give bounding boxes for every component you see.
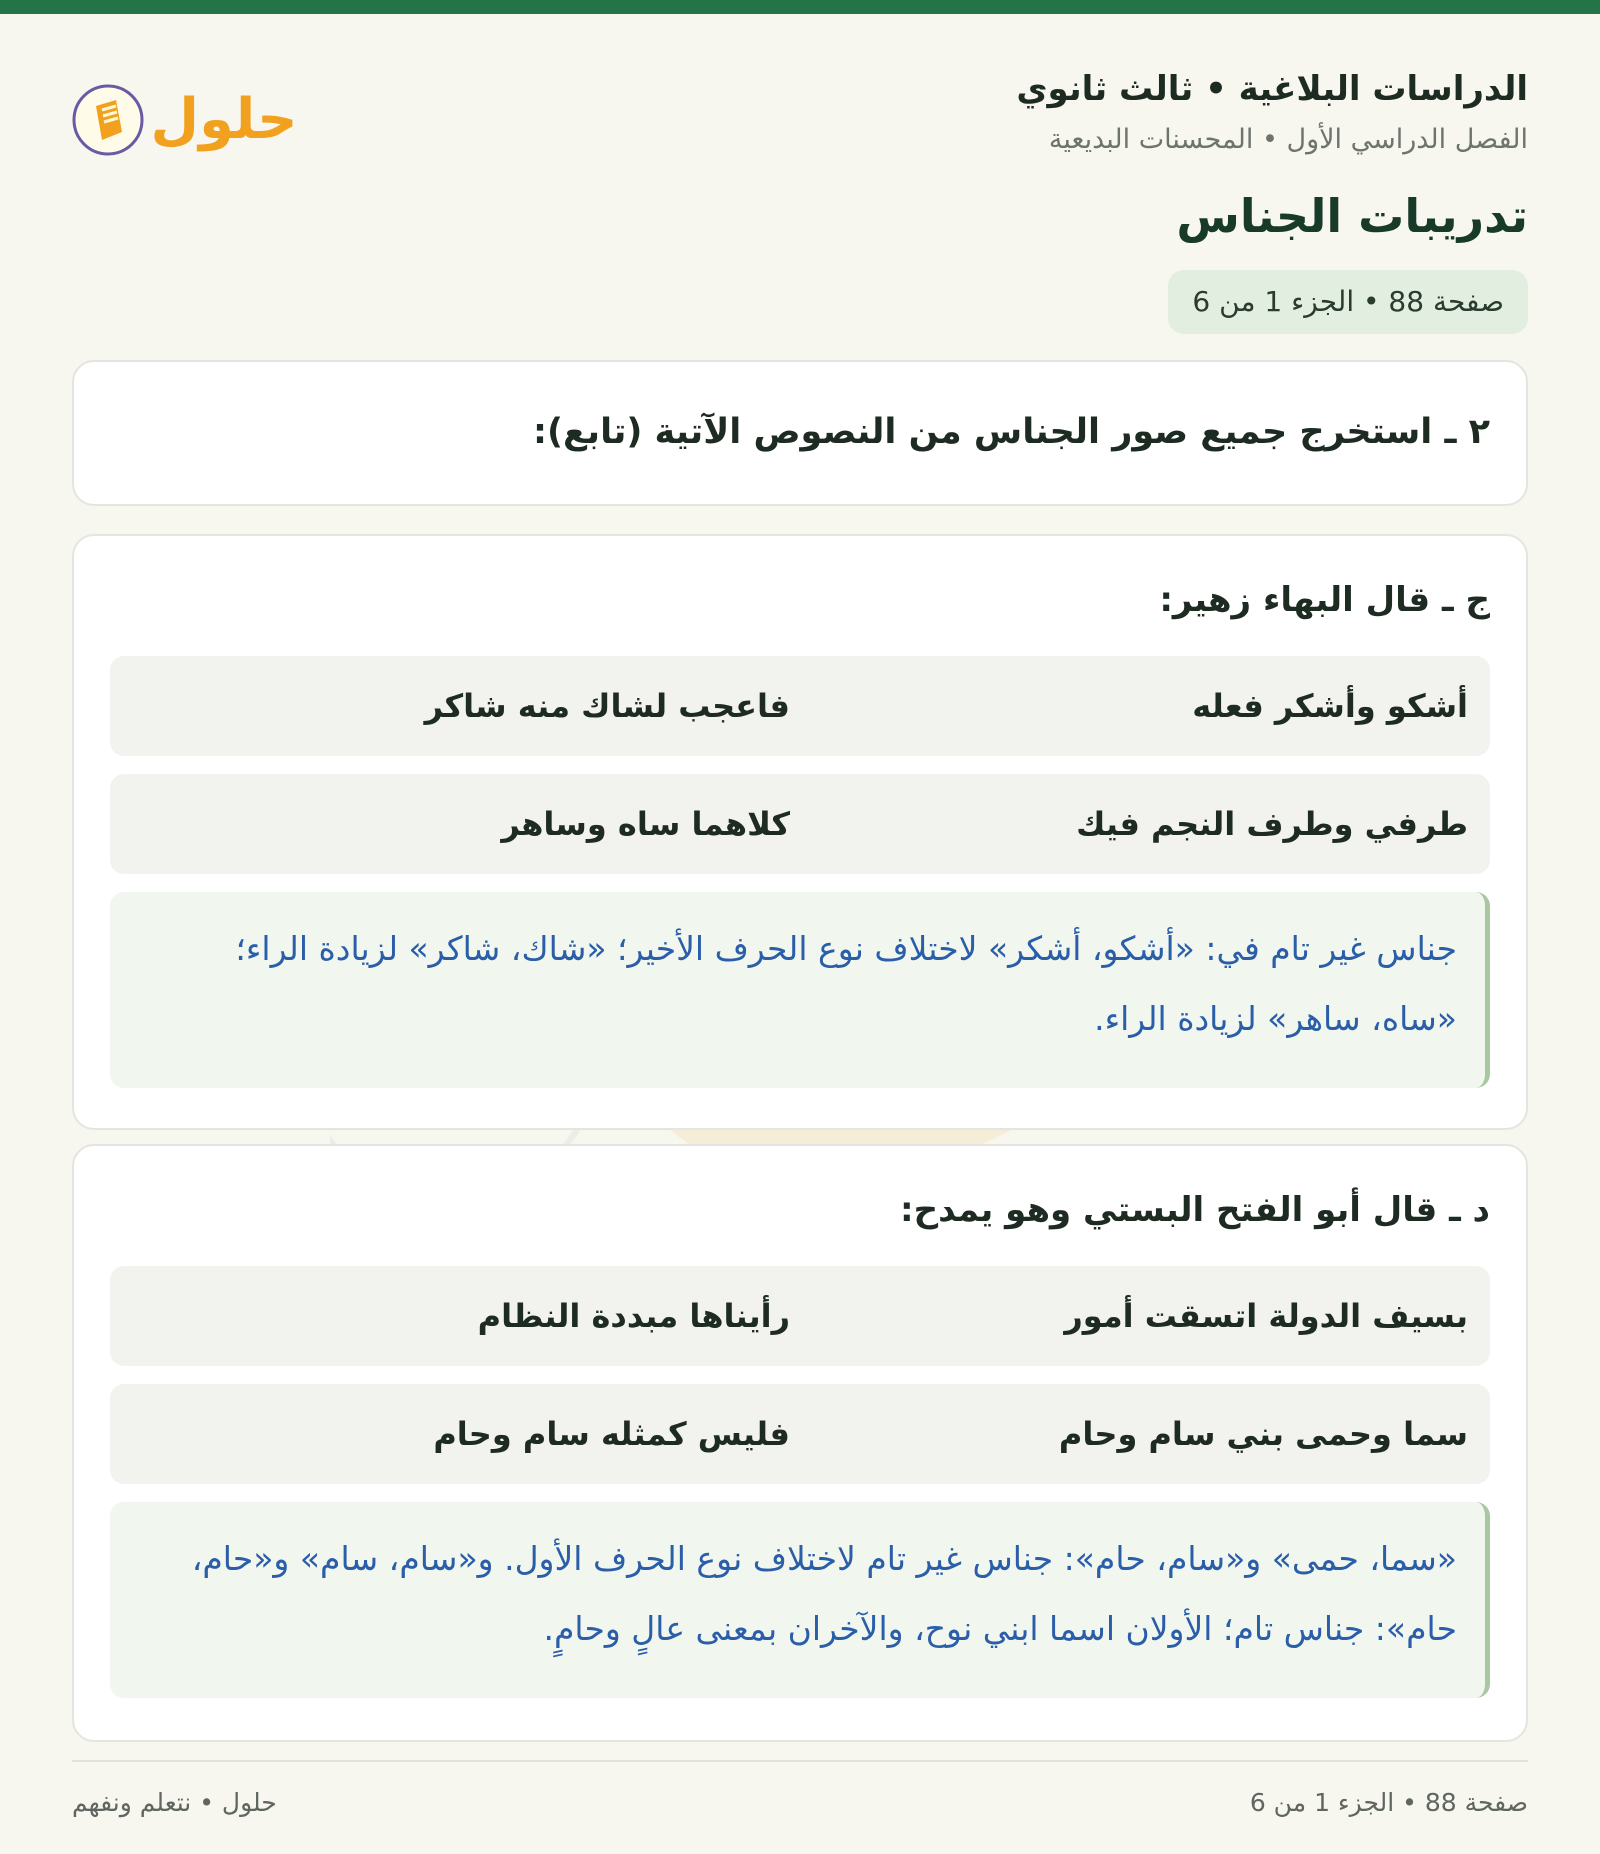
verse-second-hemistich: فاعجب لشاك منه شاكر <box>424 687 790 725</box>
book-icon <box>74 86 142 154</box>
verse-first-hemistich: أشكو وأشكر فعله <box>1192 687 1468 725</box>
verse-row <box>110 1384 1490 1484</box>
poem-title: د ـ قال أبو الفتح البستي وهو يمدح: <box>900 1190 1490 1230</box>
verse-second-hemistich: كلاهما ساه وساهر <box>501 805 790 843</box>
poem-card-c <box>72 534 1528 1130</box>
question-card <box>72 360 1528 506</box>
poem-title: ج ـ قال البهاء زهير: <box>1159 580 1490 620</box>
site-logo[interactable] <box>72 76 302 160</box>
footer-page-info: صفحة 88 • الجزء 1 من 6 <box>1249 1788 1528 1817</box>
logo-text: حلول <box>150 87 298 152</box>
header <box>72 14 1528 334</box>
poem-card-d <box>72 1144 1528 1742</box>
top-accent-bar <box>0 0 1600 14</box>
answer-box: جناس غير تام في: «أشكو، أشكر» لاختلاف نوع الحرف الأخير؛ «شاك، شاكر» لزيادة الراء؛ «ساه، ساهر» لزيادة الراء. <box>110 892 1490 1088</box>
question-text: ٢ ـ استخرج جميع صور الجناس من النصوص الآتية (تابع): <box>533 412 1490 452</box>
verse-first-hemistich: طرفي وطرف النجم فيك <box>1076 805 1468 843</box>
verse-row <box>110 656 1490 756</box>
page-title: تدريبات الجناس <box>1176 189 1528 243</box>
verse-second-hemistich: رأيناها مبددة النظام <box>477 1297 790 1335</box>
chapter-subtitle: الفصل الدراسي الأول • المحسنات البديعية <box>1048 124 1528 155</box>
answer-box: «سما، حمى» و«سام، حام»: جناس غير تام لاختلاف نوع الحرف الأول. و«سام، سام» و«حام، حام»: جناس تام؛ الأولان اسما ابني نوح، والآخران بمعنى عالٍ وحامٍ. <box>110 1502 1490 1698</box>
page-content <box>72 14 1528 1854</box>
header-titles <box>1016 64 1528 334</box>
verse-row <box>110 1266 1490 1366</box>
verse-row <box>110 774 1490 874</box>
page-info-badge: صفحة 88 • الجزء 1 من 6 <box>1168 270 1528 334</box>
footer-brand: حلول • نتعلم ونفهم <box>72 1788 277 1817</box>
verse-second-hemistich: فليس كمثله سام وحام <box>433 1415 790 1453</box>
verse-first-hemistich: سما وحمى بني سام وحام <box>1058 1415 1468 1453</box>
footer-divider <box>72 1760 1528 1762</box>
subject-title: الدراسات البلاغية • ثالث ثانوي <box>1016 69 1528 109</box>
verse-first-hemistich: بسيف الدولة اتسقت أمور <box>1064 1297 1468 1335</box>
